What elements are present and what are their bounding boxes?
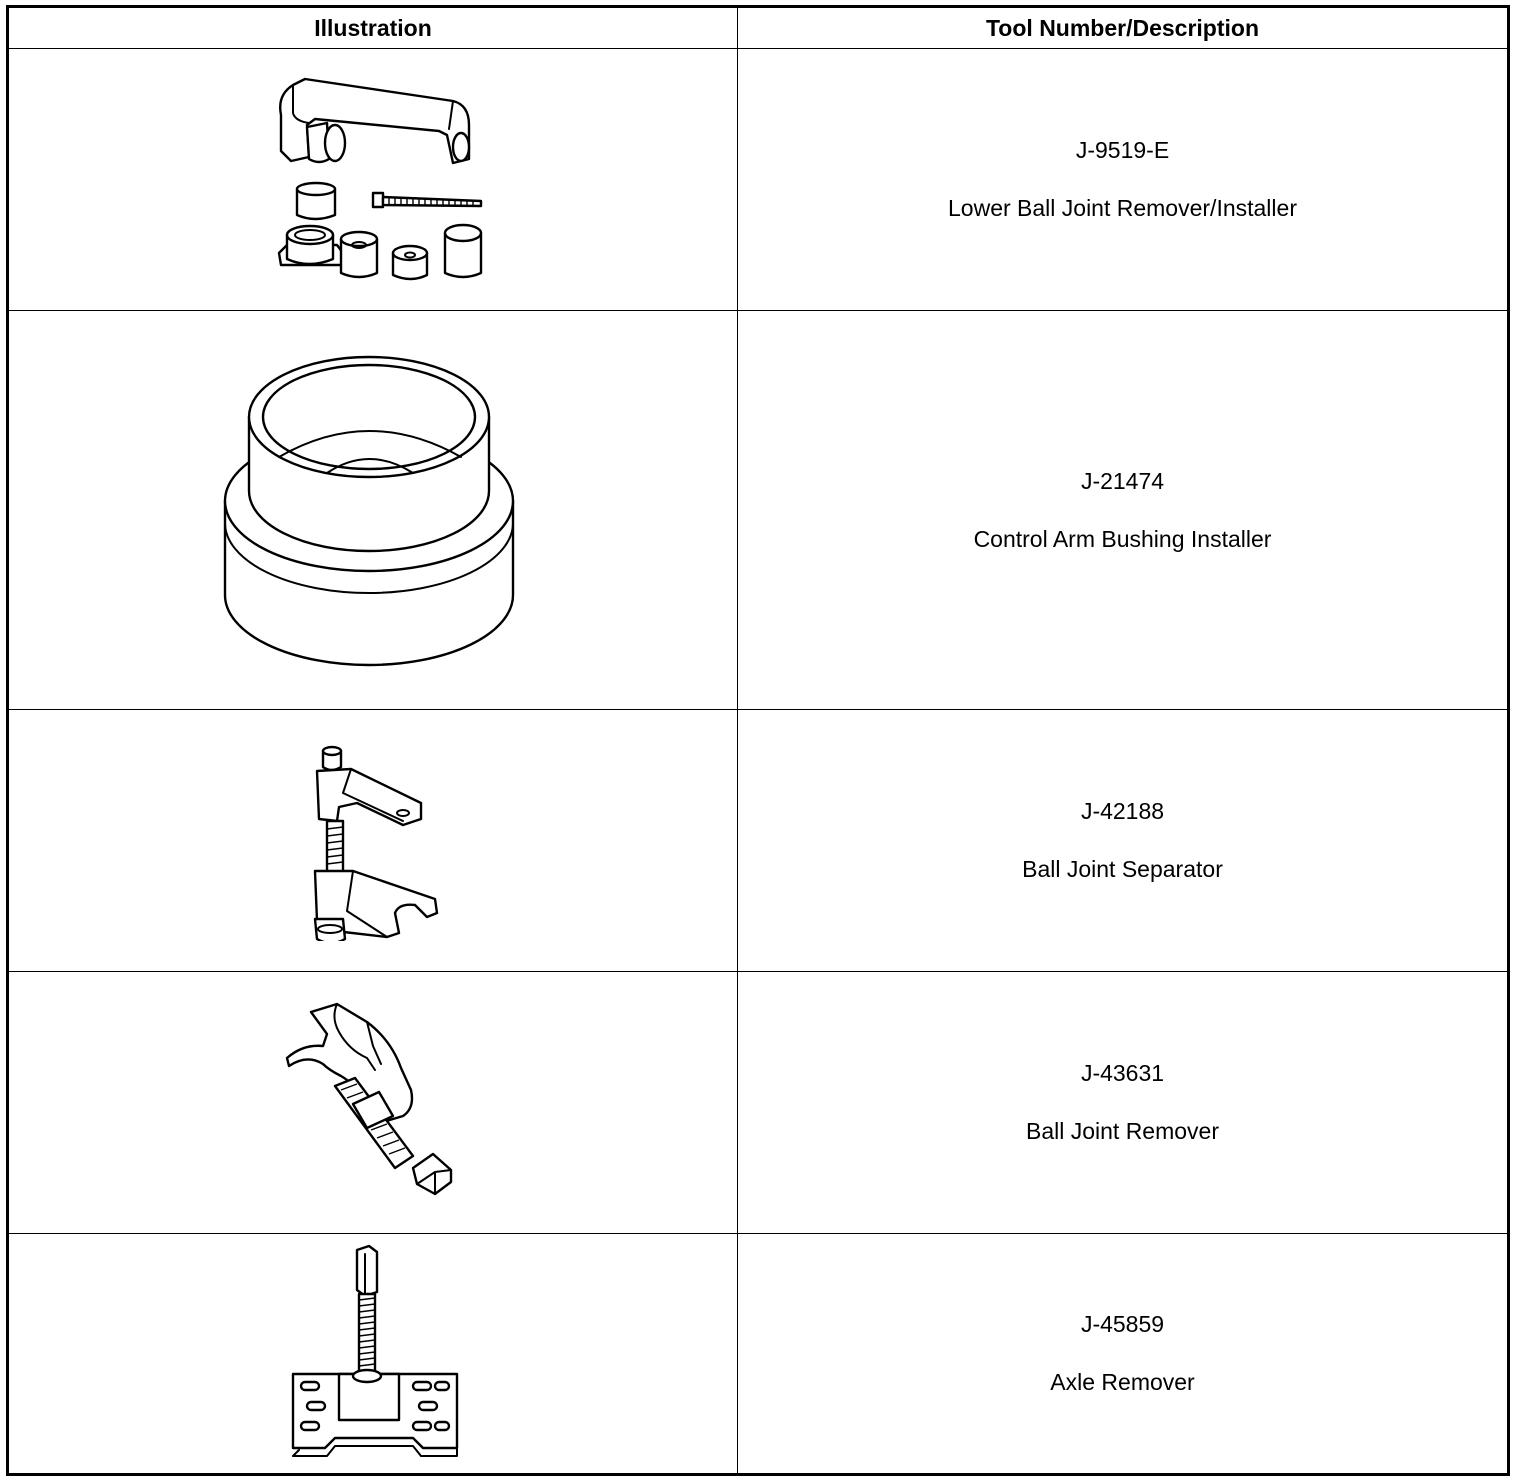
table-header-row [8, 7, 1509, 49]
illustration-cell [8, 710, 738, 972]
illustration-cell [8, 311, 738, 710]
tool-description-cell [738, 311, 1509, 710]
table-row [8, 710, 1509, 972]
tool-description-header: Tool Number/Description [738, 7, 1509, 49]
tool-number: J-9519-E [1075, 137, 1170, 163]
illustration-cell [8, 49, 738, 311]
illustration-cell [8, 972, 738, 1234]
axle-remover-icon [273, 1244, 473, 1464]
ball-joint-remover-icon [283, 998, 463, 1208]
tool-number: J-43631 [1080, 1060, 1165, 1086]
ball-joint-separator-icon [303, 741, 443, 941]
table-row [8, 1234, 1509, 1475]
tool-description-cell [738, 49, 1509, 311]
tool-description: Ball Joint Remover [1025, 1118, 1220, 1144]
special-tools-table [6, 5, 1510, 1476]
tool-number: J-21474 [1080, 467, 1165, 494]
table-row [8, 972, 1509, 1234]
tool-description: Lower Ball Joint Remover/Installer [948, 195, 1297, 221]
tool-description: Axle Remover [1050, 1369, 1195, 1395]
tool-number: J-42188 [1080, 798, 1165, 824]
tool-description-cell [738, 972, 1509, 1234]
bushing-installer-cup-icon [223, 345, 523, 675]
tool-description: Ball Joint Separator [1022, 856, 1223, 882]
illustration-header: Illustration [8, 7, 738, 49]
tool-description: Control Arm Bushing Installer [973, 525, 1272, 552]
table-row [8, 311, 1509, 710]
tool-number: J-45859 [1080, 1311, 1165, 1337]
table-row [8, 49, 1509, 311]
ball-joint-press-kit-icon [263, 75, 483, 285]
tool-description-cell [738, 1234, 1509, 1475]
tool-description-cell [738, 710, 1509, 972]
illustration-cell [8, 1234, 738, 1475]
